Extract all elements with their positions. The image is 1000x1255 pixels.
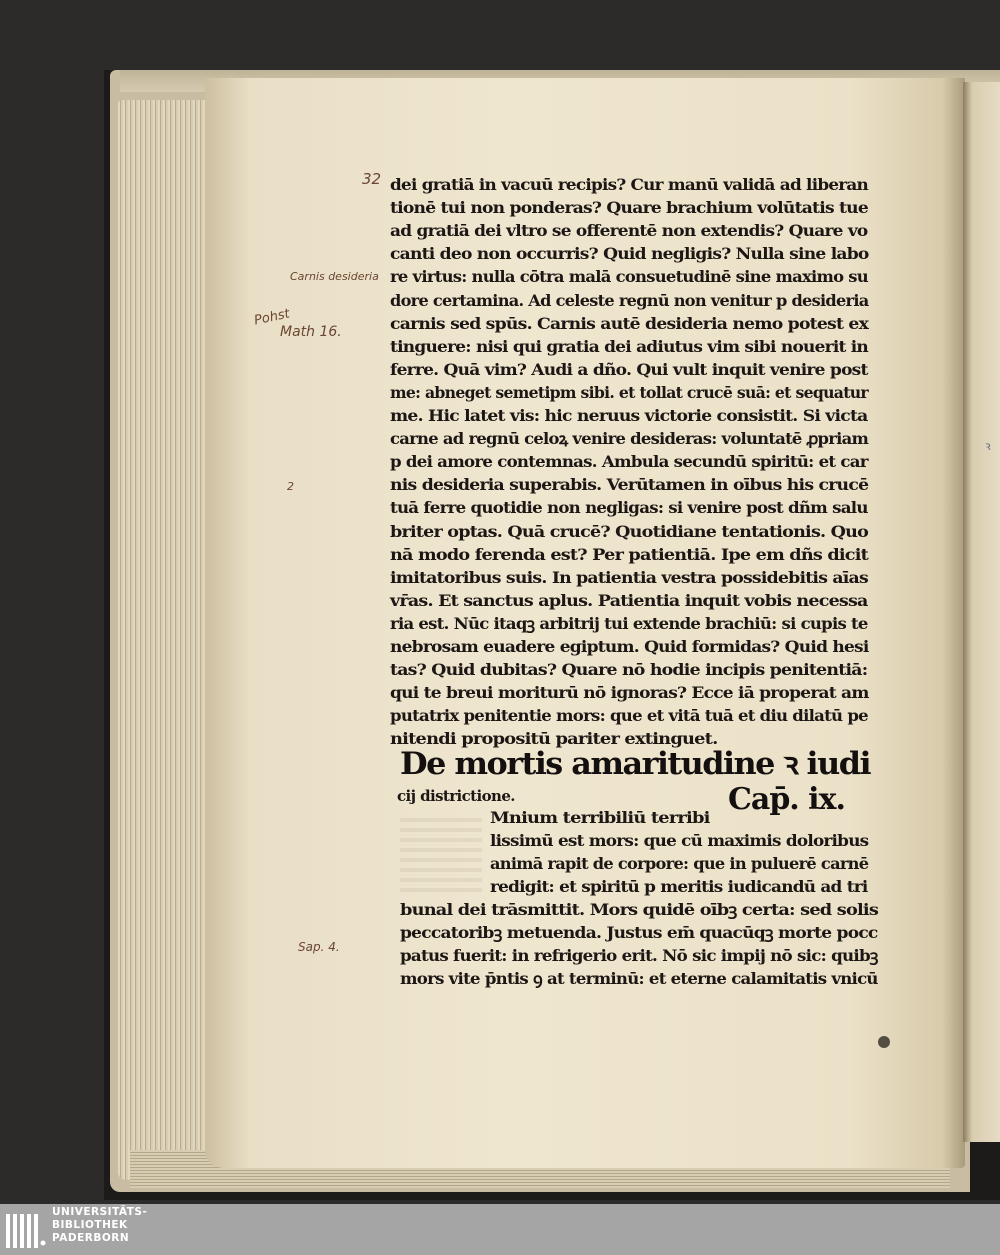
drop-cap-space bbox=[400, 812, 482, 892]
text-line: tinguere: nisi qui gratia dei adiutus vim sibi nouerit in bbox=[390, 336, 869, 356]
closing-line: bunal dei trāsmittit. Mors quidē oībꝫ certa: sed solis bbox=[400, 900, 879, 919]
page-stack-edges bbox=[118, 100, 218, 1180]
text-line: nis desideria superabis. Verūtamen in oībus his crucē bbox=[390, 475, 869, 495]
closing-line: patus fuerit: in refrigerio erit. Nō sic impij nō sic: quibꝫ bbox=[400, 946, 878, 965]
margin-note-carnis: Carnis desideria bbox=[290, 270, 379, 283]
ink-stain bbox=[878, 1036, 890, 1048]
facing-page-mark: ꝛ bbox=[985, 439, 991, 453]
margin-note-pohst: Pohst bbox=[252, 306, 292, 329]
text-line: imitatoribus suis. In patientia vestra possidebitis aīas bbox=[390, 567, 868, 587]
library-name-line: UNIVERSITÄTS- bbox=[52, 1206, 148, 1218]
text-line: tuā ferre quotidie non negligas: si venire post dñm salu bbox=[390, 498, 868, 518]
text-line: re virtus: nulla cōtra malā consuetudinē sine maximo su bbox=[390, 267, 868, 287]
text-line: vr̄as. Et sanctus aplus. Patientia inquit vobis necessa bbox=[390, 590, 868, 610]
closing-line: peccatoribꝫ metuenda. Justus em̄ quacūqꝫ morte pocc bbox=[400, 923, 878, 942]
text-line: canti deo non occurris? Quid negligis? Nulla sine labo bbox=[390, 244, 869, 264]
text-line: nā modo ferenda est? Per patientiā. Ipe em dñs dicit bbox=[390, 544, 868, 564]
margin-note-number: 2 bbox=[287, 480, 294, 493]
library-name-line: BIBLIOTHEK bbox=[52, 1219, 128, 1231]
text-line: ad gratiā dei vltro se offerentē non extendis? Quare vo bbox=[390, 221, 868, 241]
text-line: me: abneget semetipm sibi. et tollat crucē suā: et sequatur bbox=[390, 382, 868, 402]
margin-note-sap: Sap. 4. bbox=[298, 940, 340, 954]
folio-number: 32 bbox=[362, 170, 382, 188]
indented-line: animā rapit de corpore: que in puluerē carnē bbox=[490, 854, 869, 873]
library-name-line: PADERBORN bbox=[52, 1232, 130, 1244]
facing-page bbox=[963, 82, 1000, 1142]
text-line: nitendi propositū pariter extinguet. bbox=[390, 729, 718, 749]
text-line: putatrix penitentie mors: que et vitā tuā et diu dilatū pe bbox=[390, 706, 868, 726]
text-line: carne ad regnū celoꝝ venire desideras: voluntatē ꝓpriam bbox=[390, 429, 869, 449]
text-line: tionē tui non ponderas? Quare brachium volūtatis tue bbox=[390, 198, 868, 218]
library-name bbox=[52, 1206, 252, 1252]
library-logo-icon bbox=[6, 1210, 46, 1250]
margin-note-matthew: Math 16. bbox=[280, 324, 342, 340]
text-line: p dei amore contemnas. Ambula secundū spiritū: et car bbox=[390, 452, 868, 472]
chapter-label: Cap̄. ix. bbox=[728, 782, 845, 817]
text-line: briter optas. Quā crucē? Quotidiane tentationis. Quo bbox=[390, 521, 869, 541]
indented-line: redigit: et spiritū p meritis iudicandū ad tri bbox=[490, 877, 868, 896]
text-line: qui te breui moriturū nō ignoras? Ecce iā properat am bbox=[390, 683, 869, 703]
chapter-heading-continued: cij districtione. bbox=[397, 787, 515, 805]
text-line: me. Hic latet vis: hic neruus victorie consistit. Si victa bbox=[390, 406, 868, 425]
text-line: dore certamina. Ad celeste regnū non venitur p desideria bbox=[390, 290, 869, 310]
text-line: dei gratiā in vacuū recipis? Cur manū validā ad liberan bbox=[390, 175, 869, 194]
indented-line: lissimū est mors: que cū maximis doloribus bbox=[490, 831, 869, 850]
text-line: ferre. Quā vim? Audi a dño. Qui vult inquit venire post bbox=[390, 359, 868, 379]
text-line: carnis sed spūs. Carnis autē desideria nemo potest ex bbox=[390, 313, 869, 333]
closing-line: mors vite p̄ntis ꝯ at terminū: et eterne calamitatis vnicū bbox=[400, 969, 878, 988]
text-line: tas? Quid dubitas? Quare nō hodie incipis penitentiā: bbox=[390, 660, 868, 680]
text-line: nebrosam euadere egiptum. Quid formidas? Quid hesi bbox=[390, 637, 869, 656]
text-line: ria est. Nūc itaqꝫ arbitrij tui extende brachiū: si cupis te bbox=[390, 613, 868, 633]
chapter-heading: De mortis amaritudine ꝛ iudi bbox=[400, 746, 871, 782]
indented-line: Mnium terribiliū terribi bbox=[490, 808, 710, 827]
